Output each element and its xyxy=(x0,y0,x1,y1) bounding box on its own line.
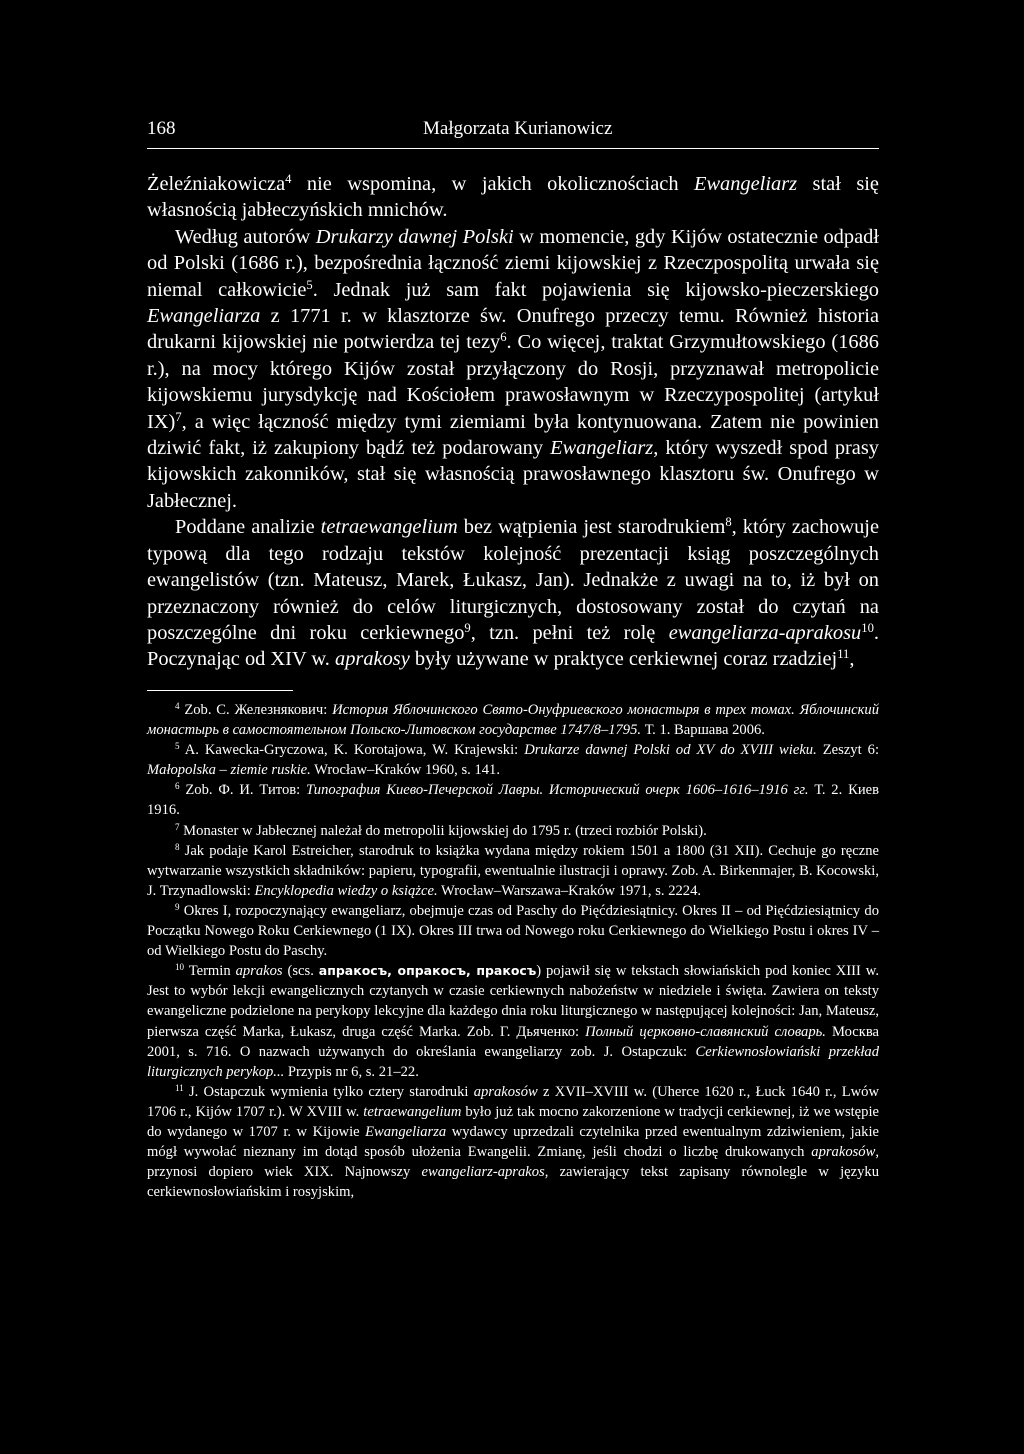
text-run: . Jednak już sam fakt pojawienia się kijowsko-pieczerskiego xyxy=(312,278,879,301)
italic-text: Ewangeliarza xyxy=(365,1123,447,1140)
text-run: Monaster w Jabłecznej należał do metropolii kijowskiej do 1795 r. (trzeci rozbiór Polski). xyxy=(179,822,707,839)
italic-text: Ewangeliarz xyxy=(550,437,654,460)
italic-text: aprakosy xyxy=(335,648,410,671)
italic-text: Ewangeliarz xyxy=(693,173,798,195)
text-run: Москва 2001, s. 716. O nazwach używanych do określania ewangeliarzy zob. J. Ostapczuk: xyxy=(147,1023,879,1060)
footnote-ref: 4 xyxy=(285,172,292,187)
text-run: , tzn. pełni też rolę xyxy=(470,621,669,644)
italic-text: Encyklopedia wiedzy o książce. xyxy=(254,882,438,899)
footnote xyxy=(147,740,879,780)
italic-text: ewangeliarza-aprakosu xyxy=(668,621,862,644)
italic-text: aprakos xyxy=(235,963,283,980)
footnote-ref: 6 xyxy=(500,330,507,345)
text-run: Według autorów xyxy=(175,225,316,248)
text-run: , zawierający tekst zapisany równolegle w języku cerkiewnosłowiańskim i rosyjskim, xyxy=(147,1164,879,1201)
body-paragraph xyxy=(147,224,879,514)
text-run: A. Kawecka-Gryczowa, K. Korotajowa, W. Krajewski: xyxy=(179,742,525,759)
footnote-separator xyxy=(147,690,293,691)
footnote-ref: 5 xyxy=(306,277,313,292)
italic-text: Ewangeliarza xyxy=(147,305,261,328)
text-run: Т. 2. Киев 1916. xyxy=(147,782,879,819)
footnote-ref: 9 xyxy=(464,620,471,635)
text-run: Zob. С. Железнякович: xyxy=(179,702,333,718)
footnote xyxy=(147,821,879,841)
text-run: Zob. Ф. И. Титов: xyxy=(179,782,307,799)
text-run: Zeszyt 6: xyxy=(816,742,879,759)
footnote-ref: 7 xyxy=(175,409,182,424)
footnote xyxy=(147,780,879,820)
text-run: , a więc łączność między tymi ziemiami była kontynuowana. Zatem nie powinien dziwić fakt, iż zakupiony bądź też podarowany xyxy=(147,410,879,460)
text-run: , xyxy=(849,648,855,671)
text-run: Termin xyxy=(184,963,236,980)
footnote xyxy=(147,961,879,1082)
text-run: nie wspomina, w jakich okolicznościach xyxy=(291,173,694,195)
footnote xyxy=(147,1082,879,1203)
text-run: , który wyszedł spod prasy kijowskich zakonników, stał się własnością prawosławnego klasztoru św. Onufrego w Jabłecznej. xyxy=(147,437,879,512)
text-run: Jak podaje Karol Estreicher, starodruk to książka wydana między rokiem 1501 a 1800 (31 XII). Cechuje go ręczne wytwarzanie wszystkich składników: papieru, typografii, ewentualnie ilustracji i oprawy. Zob. A. Birkenmajer, B. Kocowski, J. Trzynadlowski: xyxy=(147,842,879,899)
text-run: Przypis nr 6, s. 21–22. xyxy=(284,1063,419,1080)
footnote-ref: 11 xyxy=(837,647,850,662)
header-rule xyxy=(147,148,879,149)
italic-text: tetraewangelium xyxy=(363,1103,462,1120)
text-run: Poddane analizie xyxy=(175,516,321,539)
text-run: Żeleźniakowicza xyxy=(147,173,286,195)
footnote-ref: 4 xyxy=(175,701,180,712)
italic-text: История Яблочинского Свято-Онуфриевского монастыря в трех томах. Яблочинский монастырь в самостоятельном Польско-Литовском государстве 1747/8–1795. xyxy=(147,702,879,739)
text-run: . Poczynając od XIV w. xyxy=(147,621,879,671)
text-run: Wrocław–Warszawa–Kraków 1971, s. 2224. xyxy=(437,882,702,899)
text-run: Okres I, rozpoczynający ewangeliarz, obejmuje czas od Paschy do Pięćdziesiątnicy. Okres II – od Pięćdziesiątnicy do Początku Nowego Roku Cerkiewnego (1 IX). Okres III trwa od Nowego roku Cerkiewnego do Wielkiego Postu i okres IV – od Wielkiego Postu do Paschy. xyxy=(147,902,879,960)
text-run: , który zachowuje typową dla tego rodzaju tekstów kolejność prezentacji ksiąg poszczególnych ewangelistów (tzn. Mateusz, Marek, Łukasz, Jan). Jednakże z uwagi na to, iż był on przeznaczony również do celów liturgicznych, dostosowany został do czytań na poszczególne dni roku cerkiewnego xyxy=(147,516,879,644)
text-run: Wrocław–Kraków 1960, s. 141. xyxy=(310,762,500,779)
italic-text: aprakosów xyxy=(473,1083,538,1100)
italic-text: Drukarzy dawnej Polski xyxy=(315,225,514,248)
text-run: z XVII–XVIII w. (Uherce 1620 r., Łuck 1640 r., Lwów 1706 r., Kijów 1707 r.). W XVIII w. xyxy=(147,1083,879,1120)
text-run: stał się własnością jabłeczyńskich mnichów. xyxy=(147,173,879,222)
text-run: w momencie, gdy Kijów ostatecznie odpadł od Polski (1686 r.), bezpośrednia łączność ziemi kijowskiej z Rzeczpospolitą urwała się niemal całkowicie xyxy=(147,225,879,301)
footnote xyxy=(147,700,879,740)
footnote-ref: 10 xyxy=(861,620,874,635)
footnote-ref: 6 xyxy=(175,781,180,792)
italic-text: Cerkiewnosłowiański przekład liturgicznych perykop... xyxy=(147,1043,879,1080)
page-number: 168 xyxy=(147,118,176,139)
italic-text: Drukarze dawnej Polski od XV do XVIII wieku. xyxy=(524,742,817,759)
italic-text: Małopolska – ziemie ruskie. xyxy=(147,762,311,779)
footnote-ref: 11 xyxy=(175,1082,184,1093)
running-head: Małgorzata Kurianowicz xyxy=(423,118,613,139)
text-run: wydawcy uprzedzali czytelnika przed ewentualnym zdziwieniem, jakie mógł wywołać nieznany im dotąd sposób ułożenia Ewangelii. Zmianę, jeśli chodzi o liczbę drukowanych xyxy=(147,1123,879,1161)
text-run: były używane w praktyce cerkiewnej coraz rzadziej xyxy=(409,648,838,671)
italic-text: aprakosów xyxy=(811,1144,876,1161)
page-header xyxy=(147,118,879,144)
text-run: J. Ostapczuk wymienia tylko cztery starodruki xyxy=(183,1083,474,1100)
body-paragraph xyxy=(147,171,879,224)
text-run: ) pojawił się w tekstach słowiańskich pod koniec XIII w. Jest to wybór lekcji ewangelicznych czytanych w czasie cerkiewnych nabożeństw w niedziele i święta. Zawiera on teksty ewangeliczne podzielone na perykopy lekcyjne dla każdego dnia roku liturgicznego w następującej kolejności: Jan, Mateusz, pierwsza część Marka, Łukasz, druga część Marka. Zob. Г. Дьяченко: xyxy=(147,963,880,1040)
footnote-ref: 8 xyxy=(175,841,180,852)
footnote-ref: 7 xyxy=(175,821,180,832)
footnote-ref: 9 xyxy=(175,901,180,912)
text-run: bez wątpienia jest starodrukiem xyxy=(457,516,726,539)
italic-text: Типография Киево-Печерской Лавры. Исторический очерк 1606–1616–1916 гг. xyxy=(306,782,809,799)
text-run: . Co więcej, traktat Grzymułtowskiego (1686 r.), na mocy którego Kijów został przyłączony do Rosji, przyznawał metropolicie kijowskiemu jurysdykcję nad Kościołem prawosławnym w Rzeczypospolitej (artykuł IX) xyxy=(147,331,879,433)
footnote xyxy=(147,841,879,901)
text-run: z 1771 r. w klasztorze św. Onufrego przeczy temu. Również historia drukarni kijowskiej nie potwierdza tej tezy xyxy=(147,305,879,354)
footnote-ref: 10 xyxy=(175,962,185,973)
body-text xyxy=(147,171,879,673)
footnotes xyxy=(147,700,879,1202)
text-run: (scs. xyxy=(282,963,319,980)
italic-text: tetraewangelium xyxy=(320,516,458,539)
italic-text: ewangeliarz-aprakos xyxy=(421,1164,545,1181)
italic-text: Полный церковно-славянский словарь. xyxy=(585,1023,826,1040)
church-slavonic-text: апракосъ, опракосъ, пракосъ xyxy=(318,963,537,979)
footnote-ref: 5 xyxy=(175,741,180,752)
body-paragraph xyxy=(147,514,879,672)
text-run: , przynosi dopiero wiek XIX. Najnowszy xyxy=(147,1144,879,1181)
text-run: Т. 1. Варшава 2006. xyxy=(641,722,765,739)
footnote xyxy=(147,901,879,961)
footnote-ref: 8 xyxy=(725,515,732,530)
text-run: było już tak mocno zakorzenione w tradycji cerkiewnej, iż we wstępie do wydanego w 1707 r. w Kijowie xyxy=(147,1103,879,1140)
